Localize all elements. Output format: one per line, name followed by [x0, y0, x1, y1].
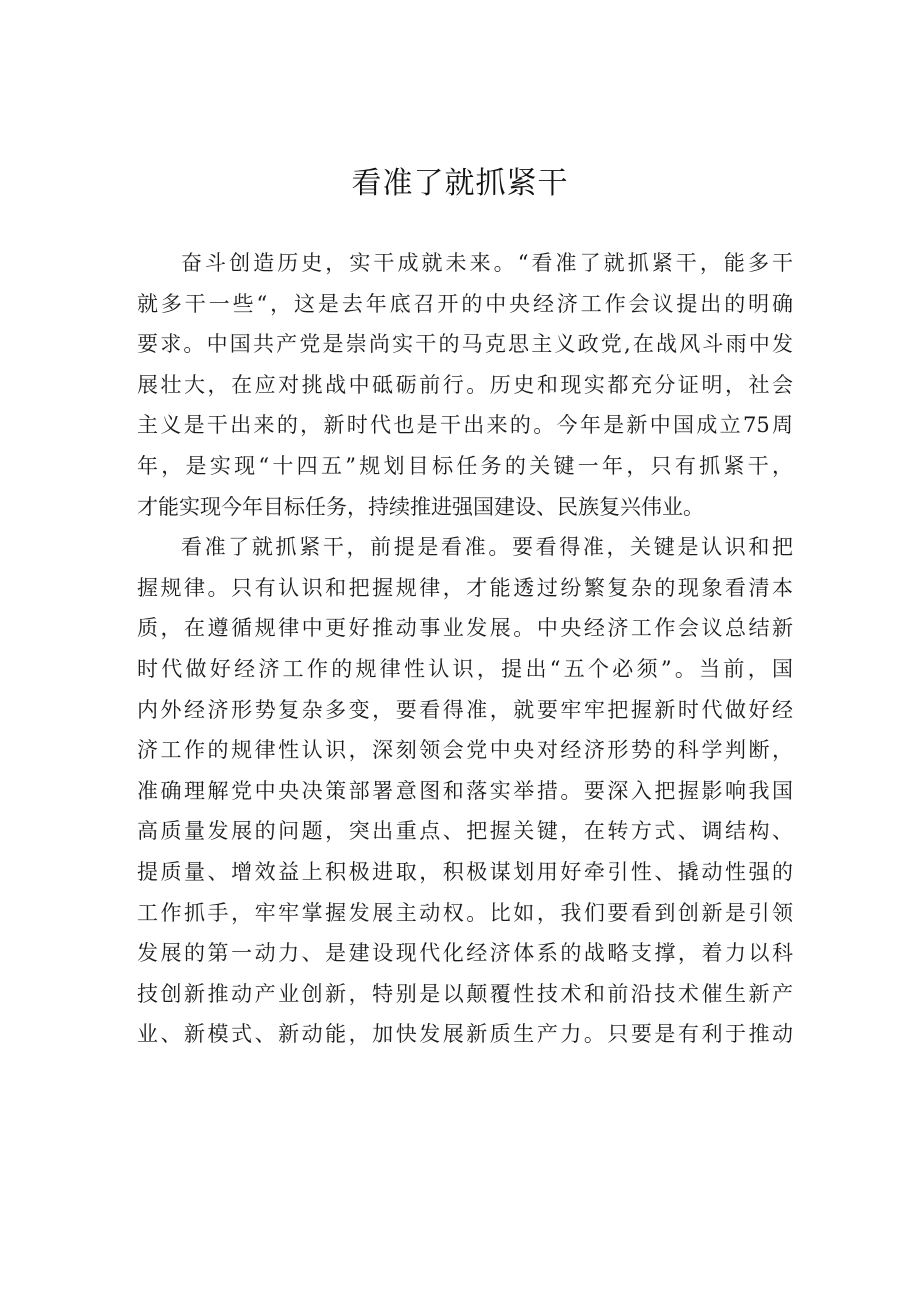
paragraph-2-line-5: 内外经济形势复杂多变，要看得准，就要牢牢把握新时代做好经	[137, 697, 793, 722]
paragraph-1-line-1: 奋斗创造历史，实干成就未来。“看准了就抓紧干，能多干	[181, 251, 793, 275]
paragraph-2-line-11: 发展的第一动力、是建设现代化经济体系的战略支撑，着力以科	[137, 941, 793, 966]
paragraph-2-line-9: 提质量、增效益上积极进取，积极谋划用好牵引性、撬动性强的	[137, 859, 793, 884]
paragraph-1-line-3: 要求。中国共产党是崇尚实干的马克思主义政党,在战风斗雨中发	[137, 332, 793, 357]
paragraph-2-line-3: 质，在遵循规律中更好推动事业发展。中央经济工作会议总结新	[137, 616, 793, 641]
paragraph-1-line-4: 展壮大，在应对挑战中砥砺前行。历史和现实都充分证明，社会	[137, 372, 793, 397]
paragraph-2-line-13: 业、新模式、新动能，加快发展新质生产力。只要是有利于推动	[137, 1022, 793, 1047]
paragraph-2-line-12: 技创新推动产业创新，特别是以颠覆性技术和前沿技术催生新产	[137, 981, 793, 1006]
paragraph-1-line-2: 就多干一些“，这是去年底召开的中央经济工作会议提出的明确	[137, 291, 793, 316]
document-title: 看准了就抓紧干	[351, 166, 569, 201]
document-body	[137, 243, 793, 1055]
paragraph-2-line-1: 看准了就抓紧干，前提是看准。要看得准，关键是认识和把	[181, 535, 793, 560]
paragraph-2-line-8: 高质量发展的问题，突出重点、把握关键，在转方式、调结构、	[137, 819, 793, 844]
paragraph-1-line-5: 主义是干出来的，新时代也是干出来的。今年是新中国成立75周	[137, 413, 793, 438]
paragraph-1-line-7: 才能实现今年目标任务，持续推进强国建设、民族复兴伟业。	[137, 494, 704, 519]
paragraph-2-line-7: 准确理解党中央决策部署意图和落实举措。要深入把握影响我国	[137, 778, 793, 803]
paragraph-2-line-4: 时代做好经济工作的规律性认识，提出“五个必须”。当前，国	[137, 656, 793, 681]
paragraph-2-line-10: 工作抓手，牢牢掌握发展主动权。比如，我们要看到创新是引领	[137, 900, 793, 925]
paragraph-1-line-6: 年，是实现“十四五”规划目标任务的关键一年，只有抓紧干，	[137, 453, 793, 478]
paragraph-2-line-2: 握规律。只有认识和把握规律，才能透过纷繁复杂的现象看清本	[137, 575, 793, 600]
paragraph-2-line-6: 济工作的规律性认识，深刻领会党中央对经济形势的科学判断，	[137, 738, 793, 763]
